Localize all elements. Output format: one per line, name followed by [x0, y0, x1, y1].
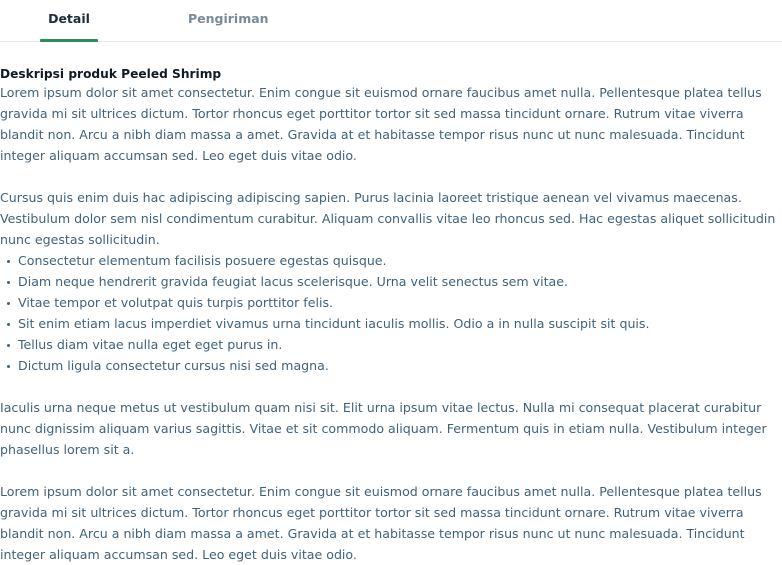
- tab-shipping[interactable]: Pengiriman: [188, 11, 269, 26]
- list-item: Dictum ligula consectetur cursus nisi sed magna.: [0, 355, 782, 376]
- description-paragraph-2: Cursus quis enim duis hac adipiscing adipiscing sapien. Purus lacinia laoreet tristique aenean vel vivamus maecenas. Vestibulum dolor sem nisl condimentum curabitur. Aliquam convallis vitae leo rhoncus sed. Hac egestas aliquet sollicitudin nunc egestas sollicitudin.: [0, 190, 776, 247]
- description-title: Deskripsi produk Peeled Shrimp: [0, 67, 222, 81]
- list-item: Consectetur elementum facilisis posuere egestas quisque.: [0, 250, 782, 271]
- description-paragraph-4: Lorem ipsum dolor sit amet consectetur. Enim congue sit euismod ornare faucibus amet nulla. Pellentesque platea tellus gravida mi sit ultrices dictum. Tortor rhoncus eget porttitor tortor sit sed massa tincidunt ornare. Rutrum vitae viverra blandit non. Arcu a nibh diam massa a amet. Gravida at et habitasse tempor risus nunc ut nunc malesuada. Tincidunt integer aliquam accumsan sed. Leo eget duis vitae odio.: [0, 484, 762, 562]
- list-item: Diam neque hendrerit gravida feugiat lacus scelerisque. Urna velit senectus sem vitae.: [0, 271, 782, 292]
- tab-bar: [0, 0, 782, 42]
- product-description: [0, 66, 782, 565]
- paragraph-spacer: [0, 460, 782, 481]
- list-item: Sit enim etiam lacus imperdiet vivamus urna tincidunt iaculis mollis. Odio a in nulla suscipit sit quis.: [0, 313, 782, 334]
- description-paragraph-1: Lorem ipsum dolor sit amet consectetur. Enim congue sit euismod ornare faucibus amet nulla. Pellentesque platea tellus gravida mi sit ultrices dictum. Tortor rhoncus eget porttitor tortor sit sed massa tincidunt ornare. Rutrum vitae viverra blandit non. Arcu a nibh diam massa a amet. Gravida at et habitasse tempor risus nunc ut nunc malesuada. Tincidunt integer aliquam accumsan sed. Leo eget duis vitae odio.: [0, 85, 762, 163]
- feature-list: [0, 250, 782, 376]
- paragraph-spacer: [0, 376, 782, 397]
- tab-detail[interactable]: Detail: [40, 0, 98, 41]
- description-paragraph-3: Iaculis urna neque metus ut vestibulum quam nisi sit. Elit urna ipsum vitae lectus. Nulla mi consequat placerat curabitur nunc dignissim aliquam varius sagittis. Vitae et sit commodo aliquam. Fermentum quis in etiam nulla. Vestibulum integer phasellus lorem sit a.: [0, 400, 767, 457]
- list-item: Tellus diam vitae nulla eget eget purus in.: [0, 334, 782, 355]
- paragraph-spacer: [0, 166, 782, 187]
- list-item: Vitae tempor et volutpat quis turpis porttitor felis.: [0, 292, 782, 313]
